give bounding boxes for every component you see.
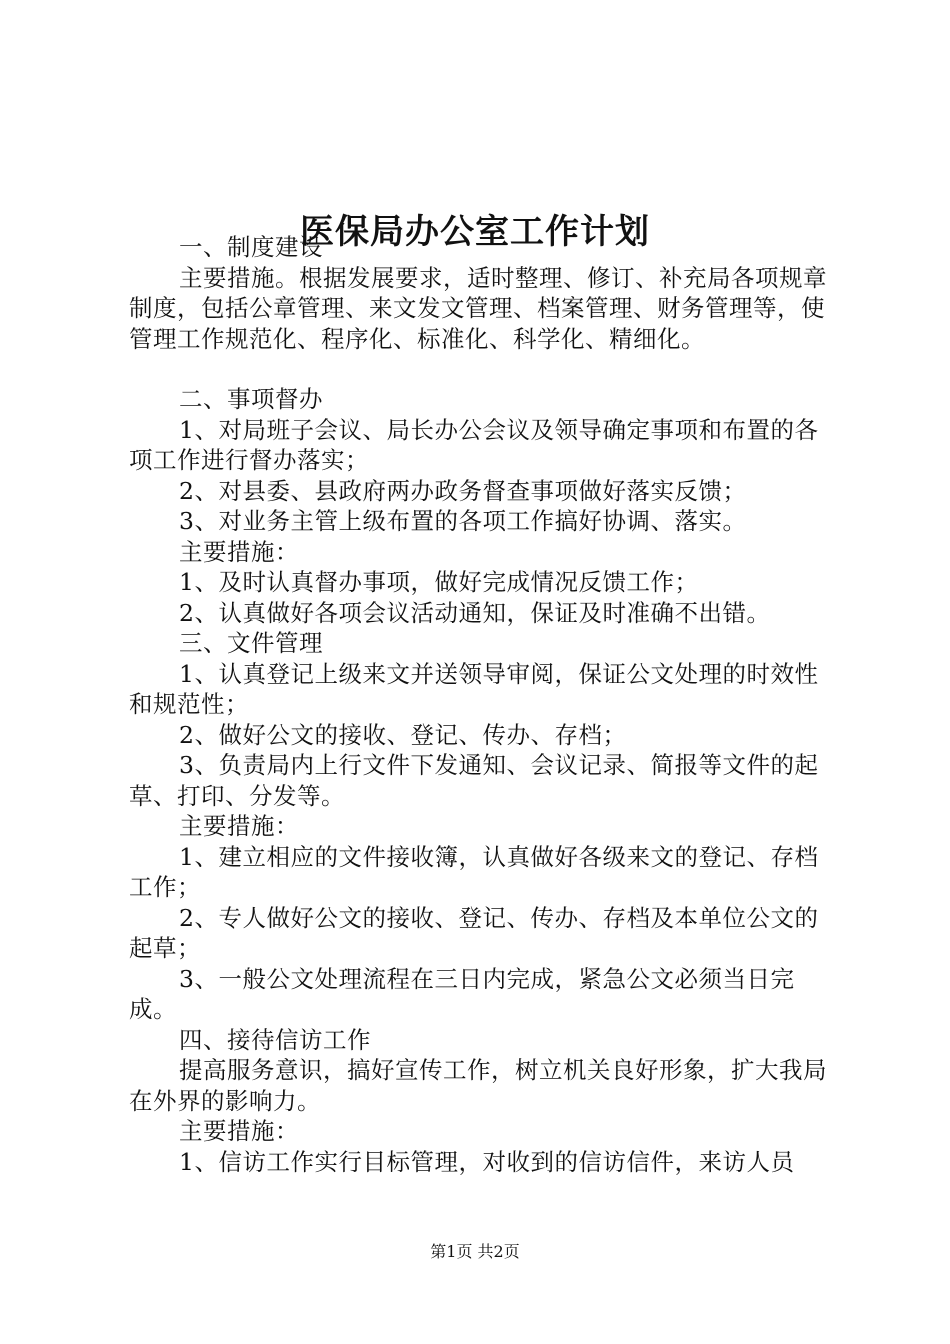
paragraph: 2、做好公文的接收、登记、传办、存档； [179, 720, 627, 749]
paragraph: 2、认真做好各项会议活动通知，保证及时准确不出错。 [179, 598, 771, 627]
paragraph: 3、负责局内上行文件下发通知、会议记录、简报等文件的起草、打印、分发等。 [129, 751, 819, 810]
paragraph: 主要措施。根据发展要求，适时整理、修订、补充局各项规章制度，包括公章管理、来文发文管理、档案管理、财务管理等，使管理工作规范化、程序化、标准化、科学化、精细化。 [129, 263, 827, 353]
paragraph: 提高服务意识，搞好宣传工作，树立机关良好形象，扩大我局在外界的影响力。 [129, 1056, 827, 1115]
paragraph: 1、信访工作实行目标管理，对收到的信访信件，来访人员 [179, 1147, 795, 1176]
paragraph: 2、专人做好公文的接收、登记、传办、存档及本单位公文的起草； [129, 903, 819, 962]
paragraph: 1、对局班子会议、局长办公会议及领导确定事项和布置的各项工作进行督办落实； [129, 415, 819, 474]
paragraph: 1、建立相应的文件接收簿，认真做好各级来文的登记、存档工作； [129, 842, 819, 901]
paragraph: 3、对业务主管上级布置的各项工作搞好协调、落实。 [179, 507, 747, 535]
heading-system-building: 一、制度建设 [179, 233, 323, 261]
document-title: 医保局办公室工作计划 [300, 211, 650, 252]
paragraph: 主要措施： [179, 812, 299, 840]
heading-file-management: 三、文件管理 [179, 629, 323, 657]
paragraph: 3、一般公文处理流程在三日内完成，紧急公文必须当日完成。 [129, 964, 795, 1023]
paragraph: 1、认真登记上级来文并送领导审阅，保证公文处理的时效性和规范性； [129, 659, 819, 718]
paragraph: 主要措施： [179, 1117, 299, 1145]
page-number-footer: 第1页 共2页 [430, 1242, 520, 1261]
paragraph: 2、对县委、县政府两办政务督查事项做好落实反馈； [179, 476, 747, 505]
paragraph: 1、及时认真督办事项，做好完成情况反馈工作； [179, 568, 699, 596]
paragraph: 主要措施： [179, 537, 299, 566]
heading-matter-supervision: 二、事项督办 [179, 385, 323, 413]
document-body [129, 232, 839, 1177]
heading-petition-reception: 四、接待信访工作 [179, 1025, 371, 1054]
